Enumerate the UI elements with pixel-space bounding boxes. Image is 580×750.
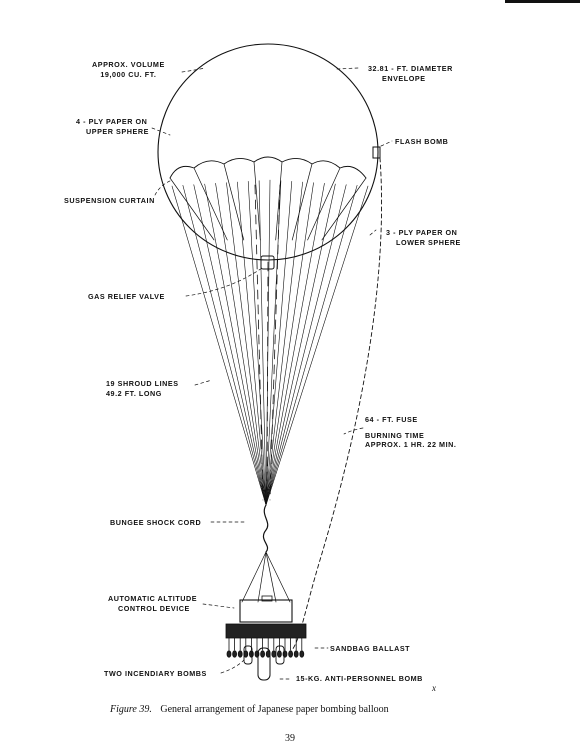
curtain-gore-line bbox=[224, 164, 244, 240]
corner-mark: x bbox=[432, 683, 436, 693]
shroud-line bbox=[194, 185, 266, 505]
sandbag bbox=[233, 651, 237, 657]
flash-bomb bbox=[373, 147, 380, 158]
incendiary-label-text: TWO INCENDIARY BOMBS bbox=[104, 669, 207, 678]
diameter-label bbox=[368, 64, 453, 83]
lower-paper-label bbox=[386, 228, 461, 247]
sandbag bbox=[272, 651, 276, 657]
antipersonnel-label bbox=[296, 674, 423, 684]
fuse-label-line2: BURNING TIME bbox=[365, 430, 425, 440]
sandbag bbox=[277, 651, 281, 657]
shroud-lines bbox=[172, 180, 368, 505]
curtain-gore-line bbox=[194, 168, 227, 240]
altitude-device-label bbox=[108, 594, 197, 613]
flash-bomb-label bbox=[395, 137, 448, 147]
shroud-line bbox=[205, 184, 266, 505]
altitude-control-box bbox=[240, 600, 292, 622]
sandbag bbox=[227, 651, 231, 657]
sandbag bbox=[261, 651, 265, 657]
shroud-lines-label bbox=[106, 379, 179, 398]
sandbag bbox=[300, 651, 304, 657]
figure-caption bbox=[110, 704, 389, 715]
sandbag bbox=[238, 651, 242, 657]
shroud-lines-label-line1: 19 SHROUD LINES bbox=[106, 379, 179, 388]
antipersonnel-label-text: 15-KG. ANTI-PERSONNEL BOMB bbox=[296, 674, 423, 683]
sandbag bbox=[289, 651, 293, 657]
bungee-shock-cord bbox=[263, 505, 267, 552]
upper-paper-label bbox=[76, 117, 149, 136]
fuse-label-line3: APPROX. 1 HR. 22 MIN. bbox=[365, 440, 457, 449]
volume-label-line1: APPROX. VOLUME bbox=[92, 60, 165, 69]
lower-paper-label-line1: 3 - PLY PAPER ON bbox=[386, 228, 458, 237]
shroud-line bbox=[266, 186, 368, 505]
lower-paper-label-line2: LOWER SPHERE bbox=[396, 237, 461, 247]
figure-number: Figure 39. bbox=[110, 704, 152, 715]
sandbag-label-text: SANDBAG BALLAST bbox=[330, 644, 411, 653]
shroud-line bbox=[216, 183, 266, 505]
suspension-curtain-label bbox=[64, 196, 155, 206]
diameter-label-line1: 32.81 - FT. DIAMETER bbox=[368, 64, 453, 73]
sandbag bbox=[294, 651, 298, 657]
sandbag bbox=[249, 651, 253, 657]
ballast-ring bbox=[226, 624, 306, 638]
volume-label bbox=[92, 60, 165, 79]
flash-bomb-label-text: FLASH BOMB bbox=[395, 137, 449, 146]
volume-label-line2: 19,000 CU. FT. bbox=[100, 69, 157, 79]
bungee-label-text: BUNGEE SHOCK CORD bbox=[110, 518, 202, 527]
fuse-line bbox=[292, 158, 382, 650]
shroud-lines-label-line2: 49.2 FT. LONG bbox=[106, 388, 162, 398]
shroud-line bbox=[248, 181, 266, 505]
altitude-device-label-line1: AUTOMATIC ALTITUDE bbox=[108, 594, 198, 603]
suspension-curtain-label-text: SUSPENSION CURTAIN bbox=[64, 196, 155, 205]
suspension-curtain-gores bbox=[170, 162, 366, 240]
curtain-gore-line bbox=[292, 164, 312, 240]
diameter-label-line2: ENVELOPE bbox=[382, 73, 426, 83]
incendiary-label bbox=[104, 669, 207, 679]
gas-valve-label-text: GAS RELIEF VALVE bbox=[88, 292, 165, 301]
figure-caption-text: General arrangement of Japanese paper bombing balloon bbox=[160, 704, 389, 715]
fuse-label bbox=[365, 415, 456, 450]
shroud-line bbox=[266, 185, 357, 505]
gas-relief-valve bbox=[261, 256, 274, 269]
gas-valve-label bbox=[88, 292, 165, 302]
upper-paper-label-line2: UPPER SPHERE bbox=[86, 126, 149, 136]
gondola-suspension bbox=[242, 552, 290, 602]
page-number: 39 bbox=[285, 733, 295, 744]
altitude-device-label-line2: CONTROL DEVICE bbox=[118, 603, 190, 613]
upper-paper-label-line1: 4 - PLY PAPER ON bbox=[76, 117, 148, 126]
fuse-label-line1: 64 - FT. FUSE bbox=[365, 415, 418, 424]
sandbag-label bbox=[330, 644, 410, 654]
bungee-label bbox=[110, 518, 201, 528]
